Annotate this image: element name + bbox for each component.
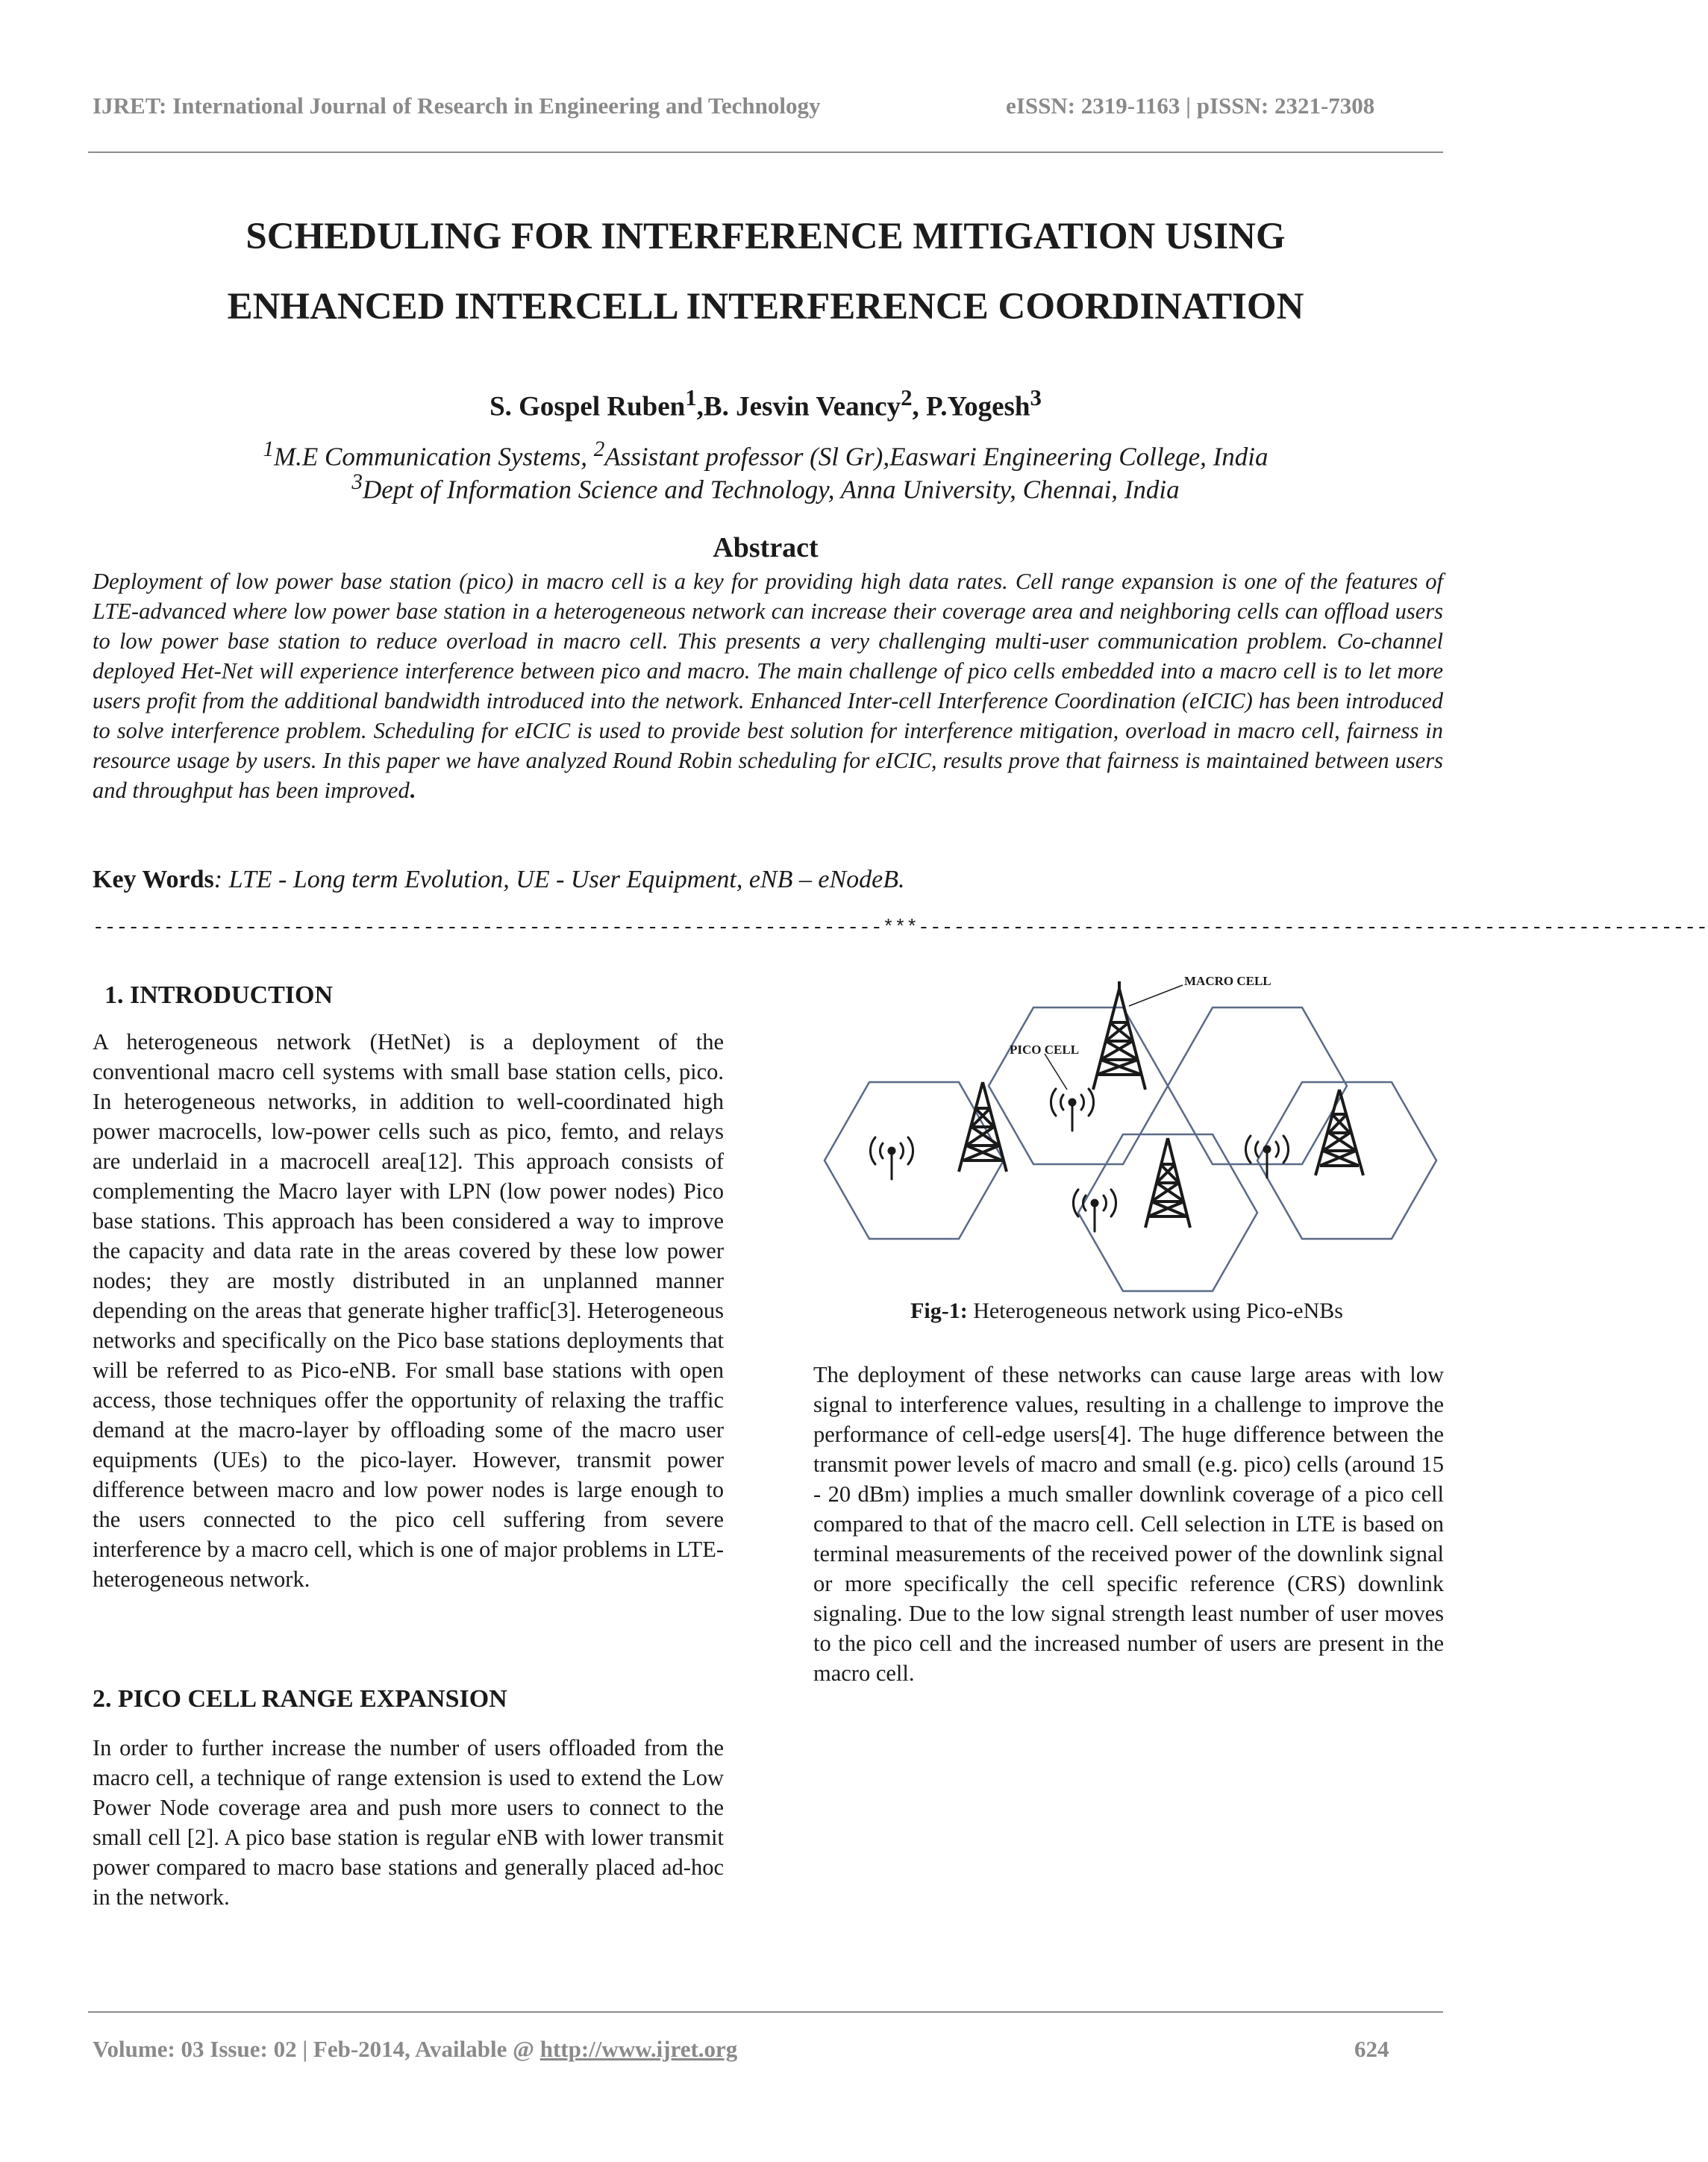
section-separator: -------------------------------------------------------------------***------------------------------------------------------------------- xyxy=(93,916,1708,939)
pico-label-pointer xyxy=(1045,1054,1067,1090)
footer-rule xyxy=(88,2011,1443,2013)
right-column-body xyxy=(813,1360,1444,1688)
author-3: , P.Yogesh xyxy=(912,391,1030,422)
section-1-paragraph: A heterogeneous network (HetNet) is a deployment of the conventional macro cell systems with small base station cells, pico. In heterogeneous networks, in addition to well-coordinated high power macrocells, low-power cells such as pico, femto, and relays are underlaid in a macrocell area[12]. This approach consists of complementing the Macro layer with LPN (low power nodes) Pico base stations. This approach has been considered a way to improve the capacity and data rate in the areas covered by these low power nodes; they are mostly distributed in an unplanned manner depending on the areas that generate higher traffic[3]. Heterogeneous networks and specifically on the Pico base stations deployments that will be referred to as Pico-eNB. For small base stations with open access, those techniques offer the opportunity of relaxing the traffic demand at the macro-layer by offloading some of the macro user equipments (UEs) to the pico-layer. However, transmit power difference between macro and low power nodes is large enough to the users connected to the pico cell suffering from severe interference by a macro cell, which is one of major problems in LTE-heterogeneous network. xyxy=(93,1029,724,1592)
affiliation-1: M.E Communication Systems, xyxy=(274,442,594,472)
hex-cell-center-top xyxy=(989,1007,1168,1164)
figure-caption xyxy=(813,1299,1440,1324)
macro-label-pointer xyxy=(1129,985,1183,1006)
figure-caption-text: Heterogeneous network using Pico-eNBs xyxy=(967,1299,1343,1323)
author-2: ,B. Jesvin Veancy xyxy=(696,391,901,422)
section-2-body xyxy=(93,1733,724,1912)
abstract-body xyxy=(93,566,1443,805)
abstract-text: Deployment of low power base station (pico) in macro cell is a key for providing high data rates. Cell range expansion is one of the features of LTE-advanced where low power base station in a heterogeneous network can increase their coverage area and neighboring cells can offload users to low power base station to reduce overload in macro cell. This presents a very challenging multi-user communication problem. Co-channel deployed Het-Net will experience interference between pico and macro. The main challenge of pico cells embedded into a macro cell is to let more users profit from the additional bandwidth introduced into the network. Enhanced Inter-cell Interference Coordination (eICIC) has been introduced to solve interference problem. Scheduling for eICIC is used to provide best solution for interference mitigation, overload in macro cell, fairness in resource usage by users. In this paper we have analyzed Round Robin scheduling for eICIC, results prove that fairness is maintained between users and throughput has been improved xyxy=(93,569,1443,803)
author-3-mark: 3 xyxy=(1030,385,1042,410)
keywords-label: Key Words xyxy=(93,866,214,893)
right-column-paragraph: The deployment of these networks can cause large areas with low signal to interference values, resulting in a challenge to improve the performance of cell-edge users[4]. The huge difference between the transmit power levels of macro and small (e.g. pico) cells (around 15 - 20 dBm) implies a much smaller downlink coverage of a pico cell compared to that of the macro cell. Cell selection in LTE is based on terminal measurements of the received power of the downlink signal or more specifically the cell specific reference (CRS) downlink signaling. Due to the low signal strength least number of user moves to the pico cell and the increased number of users are present in the macro cell. xyxy=(813,1362,1444,1686)
macro-tower-icon xyxy=(1093,981,1145,1090)
affiliation-line-1 xyxy=(88,437,1443,472)
header-rule xyxy=(88,151,1443,153)
footer-volume-text: Volume: 03 Issue: 02 | Feb-2014, Available @ xyxy=(93,2036,540,2062)
issn-info: eISSN: 2319-1163 | pISSN: 2321-7308 xyxy=(1006,93,1375,119)
hex-cell-center-bottom xyxy=(1078,1134,1257,1291)
section-1-heading: 1. INTRODUCTION xyxy=(104,981,334,1009)
author-1: S. Gospel Ruben xyxy=(489,391,686,422)
page-number: 624 xyxy=(1354,2036,1389,2062)
affiliation-3-mark: 3 xyxy=(351,470,363,494)
affiliation-1-mark: 1 xyxy=(263,437,275,461)
tower-icon-right xyxy=(1316,1090,1363,1175)
keywords xyxy=(93,866,904,894)
macro-cell-label: MACRO CELL xyxy=(1184,974,1271,988)
section-2-heading: 2. PICO CELL RANGE EXPANSION xyxy=(93,1685,507,1713)
author-list xyxy=(88,385,1443,422)
pico-antenna-left-icon xyxy=(870,1137,913,1179)
journal-url-link[interactable]: http://www.ijret.org xyxy=(539,2036,738,2062)
affiliation-2: Assistant professor (Sl Gr),Easwari Engineering College, India xyxy=(604,442,1269,472)
hetnet-figure xyxy=(817,970,1444,1284)
affiliation-line-2 xyxy=(88,470,1443,505)
author-2-mark: 2 xyxy=(901,385,913,410)
section-1-body xyxy=(93,1027,724,1594)
abstract-heading: Abstract xyxy=(713,532,819,563)
abstract-end: . xyxy=(409,778,416,803)
keywords-text: : LTE - Long term Evolution, UE - User Equipment, eNB – eNodeB. xyxy=(213,866,905,893)
tower-icon-center xyxy=(1145,1138,1190,1228)
paper-title-line-2: ENHANCED INTERCELL INTERFERENCE COORDINATION xyxy=(227,286,1304,328)
affiliation-2-mark: 2 xyxy=(593,437,605,461)
author-1-mark: 1 xyxy=(685,385,697,410)
journal-name: IJRET: International Journal of Research in Engineering and Technology xyxy=(93,93,821,119)
section-2-paragraph: In order to further increase the number of users offloaded from the macro cell, a technique of range extension is used to extend the Low Power Node coverage area and push more users to connect to the small cell [2]. A pico base station is regular eNB with lower transmit power compared to macro base stations and generally placed ad-hoc in the network. xyxy=(93,1735,724,1910)
hex-cell-right xyxy=(1168,1007,1347,1164)
figure-caption-label: Fig-1: xyxy=(910,1299,968,1323)
footer-volume xyxy=(93,2036,737,2063)
paper-title-line-1: SCHEDULING FOR INTERFERENCE MITIGATION USING xyxy=(245,216,1286,257)
pico-cell-label: PICO CELL xyxy=(1010,1043,1080,1057)
pico-antenna-icon xyxy=(1051,1089,1093,1131)
affiliation-3: Dept of Information Science and Technology, Anna University, Chennai, India xyxy=(362,475,1180,504)
